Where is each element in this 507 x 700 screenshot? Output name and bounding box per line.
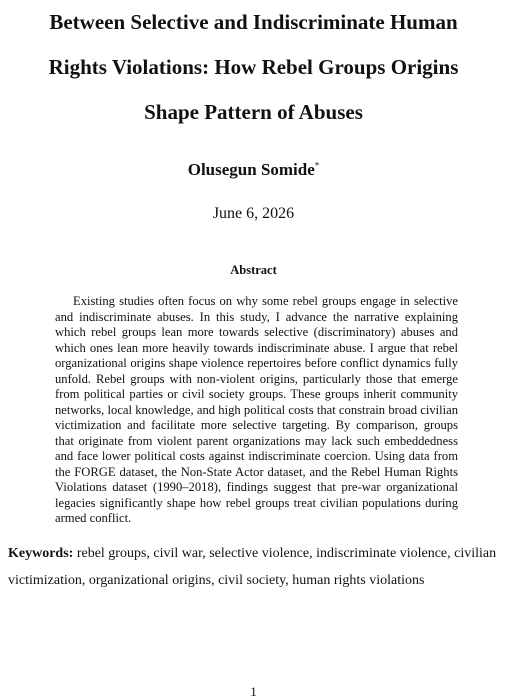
title-line-2: Rights Violations: How Rebel Groups Origins [48,55,459,79]
author-footnote-mark: * [314,160,320,171]
author-line [0,160,507,180]
paper-title [0,0,507,135]
page-number: 1 [250,684,257,699]
abstract-heading: Abstract [230,263,277,277]
keywords-section [8,540,506,594]
author-name: Olusegun Somide [187,160,315,179]
keywords-list: rebel groups, civil war, selective violence, indiscriminate violence, civilian victimization, organizational origins, civil society, human rights violations [8,546,497,588]
paper-date: June 6, 2026 [212,205,295,222]
abstract-body: Existing studies often focus on why some rebel groups engage in selective and indiscriminate abuses. In this study, I advance the narrative explaining which rebel groups lean more towards selective (discriminatory) abuses and which ones lean more heavily towards indiscriminate abuse. I argue that rebel organizational origins shape violence repertoires before conflict dynamics fully unfold. Rebel groups with non-violent origins, particularly those that emerge from political parties or civil society groups. These groups inherit community networks, local knowledge, and high political costs that constrain broad civilian victimization and facilitate more selective targeting. By comparison, groups that originate from violent parent organizations may lack such embeddedness and face lower political costs against indiscriminate coercion. Using data from the FORGE dataset, the Non-State Actor dataset, and the Rebel Human Rights Violations dataset (1990–2018), findings suggest that pre-war organizational legacies significantly shape how rebel groups treat civilian populations during armed conflict. [55,294,458,525]
title-line-3: Shape Pattern of Abuses [144,100,363,124]
title-line-1: Between Selective and Indiscriminate Human [49,10,458,34]
keywords-label: Keywords: [8,546,74,561]
